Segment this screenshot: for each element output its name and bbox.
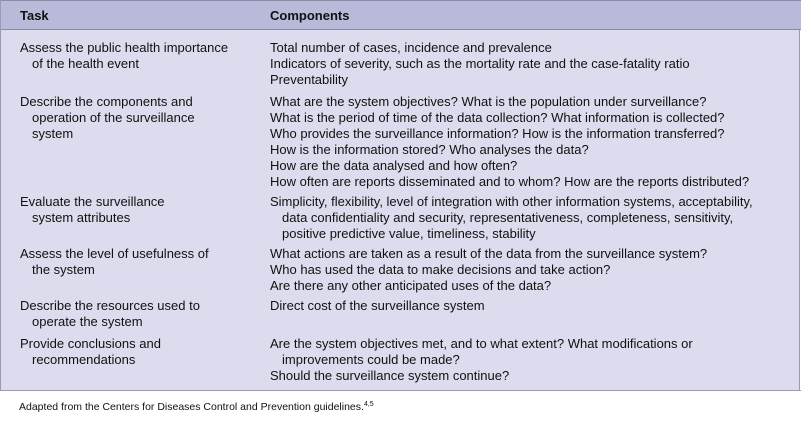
component-line: What are the system objectives? What is the population under surveillance? — [270, 94, 707, 109]
header-task: Task — [20, 8, 49, 23]
component-line: Who has used the data to make decisions and take action? — [270, 262, 611, 277]
components-cell — [270, 336, 792, 384]
components-cell — [270, 246, 792, 294]
task-line: Assess the level of usefulness of — [20, 246, 209, 261]
task-cell — [20, 298, 252, 330]
component-line: Total number of cases, incidence and prevalence — [270, 40, 552, 55]
component-line: What actions are taken as a result of the data from the surveillance system? — [270, 246, 708, 261]
component-line: improvements could be made? — [282, 352, 460, 367]
component-line: How are the data analysed and how often? — [270, 158, 518, 173]
task-line: Assess the public health importance — [20, 40, 229, 55]
component-line: Should the surveillance system continue? — [270, 368, 510, 383]
task-line: operate the system — [32, 314, 143, 329]
components-cell — [270, 94, 792, 190]
component-line: How often are reports disseminated and to whom? How are the reports distributed? — [270, 174, 750, 189]
task-cell — [20, 194, 252, 226]
components-cell — [270, 40, 792, 88]
task-cell — [20, 246, 252, 278]
task-line: Describe the components and — [20, 94, 193, 109]
components-cell — [270, 194, 792, 242]
component-line: data confidentiality and security, representativeness, completeness, sensitivity, — [282, 210, 734, 225]
task-cell — [20, 40, 252, 72]
task-line: Provide conclusions and — [20, 336, 161, 351]
component-line: What is the period of time of the data collection? What information is collected? — [270, 110, 725, 125]
table-bottom-rule — [1, 390, 801, 391]
component-line: Indicators of severity, such as the mortality rate and the case-fatality ratio — [270, 56, 690, 71]
component-line: Are there any other anticipated uses of the data? — [270, 278, 552, 293]
task-line: operation of the surveillance — [32, 110, 195, 125]
component-line: Preventability — [270, 72, 349, 87]
footnote-reference: 4,5 — [363, 401, 374, 408]
table-footnote — [19, 398, 374, 414]
task-line: system — [32, 126, 74, 141]
component-line: Direct cost of the surveillance system — [270, 298, 485, 313]
task-cell — [20, 336, 252, 368]
component-line: Who provides the surveillance information? How is the information transferred? — [270, 126, 725, 141]
header-components: Components — [270, 8, 350, 23]
component-line: positive predictive value, timeliness, stability — [282, 226, 536, 241]
task-cell — [20, 94, 252, 142]
task-line: recommendations — [32, 352, 136, 367]
component-line: Simplicity, flexibility, level of integration with other information systems, acceptability, — [270, 194, 753, 209]
task-line: of the health event — [32, 56, 139, 71]
footnote-text: Adapted from the Centers for Diseases Control and Prevention guidelines. — [19, 401, 364, 413]
task-line: the system — [32, 262, 95, 277]
task-line: Describe the resources used to — [20, 298, 200, 313]
component-line: How is the information stored? Who analyses the data? — [270, 142, 589, 157]
table-header — [1, 0, 801, 30]
task-line: system attributes — [32, 210, 131, 225]
task-line: Evaluate the surveillance — [20, 194, 165, 209]
components-cell — [270, 298, 792, 314]
component-line: Are the system objectives met, and to what extent? What modifications or — [270, 336, 693, 351]
